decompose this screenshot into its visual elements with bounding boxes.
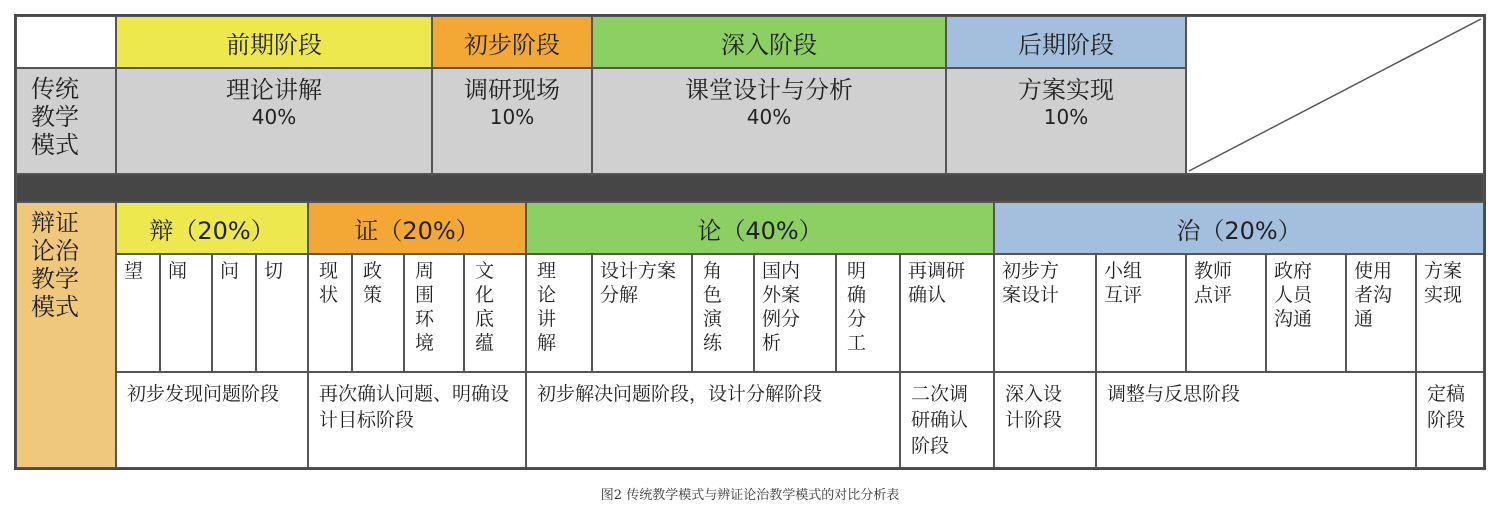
sub-scheme-realization: 方案实现 [1416, 254, 1484, 372]
sub-resurvey-confirm: 再调研确认 [900, 254, 994, 372]
stage-adjust-reflect: 调整与反思阶段 [1096, 372, 1416, 468]
stage-deep-design: 深入设计阶段 [994, 372, 1096, 468]
sub-teacher-review: 教师点评 [1186, 254, 1266, 372]
stage-finalize: 定稿阶段 [1416, 372, 1484, 468]
sub-user-communication: 使用者沟通 [1346, 254, 1416, 372]
phase-early: 前期阶段 [116, 16, 432, 68]
traditional-item-realize: 方案实现 10% [946, 68, 1186, 174]
separator-bar [16, 174, 1484, 202]
group-zhi: 治（20%） [994, 202, 1484, 254]
traditional-item-survey: 调研现场 10% [432, 68, 592, 174]
sub-ask: 问 [212, 254, 256, 372]
diagonal-line [1187, 17, 1483, 173]
sub-policy: 政策 [352, 254, 404, 372]
traditional-item-design: 课堂设计与分析 40% [592, 68, 946, 174]
traditional-mode-label: 传统教学模式 [16, 68, 116, 174]
sub-division-of-labor: 明确分工 [836, 254, 900, 372]
dialectic-mode-label: 辩证论治教学模式 [16, 202, 116, 468]
sub-initial-scheme: 初步方案设计 [994, 254, 1096, 372]
sub-theory-lecture: 理论讲解 [526, 254, 592, 372]
corner-empty-cell [16, 16, 116, 68]
sub-wang: 望 [116, 254, 160, 372]
sub-gov-communication: 政府人员沟通 [1266, 254, 1346, 372]
traditional-item-theory: 理论讲解 40% [116, 68, 432, 174]
phase-late: 后期阶段 [946, 16, 1186, 68]
group-lun: 论（40%） [526, 202, 994, 254]
comparison-table [14, 14, 1486, 470]
stage-reconfirm-goal: 再次确认问题、明确设计目标阶段 [308, 372, 526, 468]
sub-wen: 闻 [160, 254, 212, 372]
sub-group-review: 小组互评 [1096, 254, 1186, 372]
sub-case-analysis: 国内外案例分析 [754, 254, 836, 372]
stage-second-survey: 二次调研确认阶段 [900, 372, 994, 468]
group-zheng: 证（20%） [308, 202, 526, 254]
sub-design-decomposition: 设计方案分解 [592, 254, 692, 372]
diagonal-empty-cell [1186, 16, 1484, 174]
sub-current-status: 现状 [308, 254, 352, 372]
figure-caption: 图2 传统教学模式与辨证论治教学模式的对比分析表 [600, 488, 900, 503]
stage-initial-discovery: 初步发现问题阶段 [116, 372, 308, 468]
phase-deep: 深入阶段 [592, 16, 946, 68]
sub-qie: 切 [256, 254, 308, 372]
sub-surroundings: 周围环境 [404, 254, 464, 372]
phase-initial: 初步阶段 [432, 16, 592, 68]
sub-culture: 文化底蕴 [464, 254, 526, 372]
group-bian: 辩（20%） [116, 202, 308, 254]
stage-initial-solve: 初步解决问题阶段，设计分解阶段 [526, 372, 900, 468]
sub-role-play: 角色演练 [692, 254, 754, 372]
